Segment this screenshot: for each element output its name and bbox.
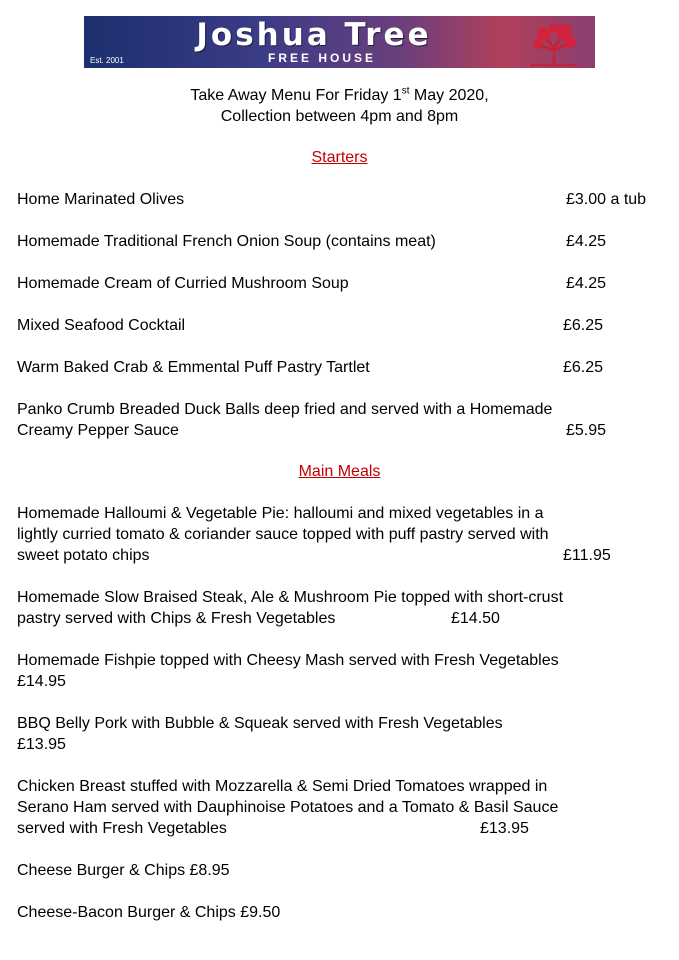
item-desc-line: Homemade Fishpie topped with Cheesy Mash served with Fresh Vegetables	[17, 652, 559, 669]
item-desc-line: BBQ Belly Pork with Bubble & Squeak served with Fresh Vegetables	[17, 715, 503, 732]
item-desc-line: Cheese-Bacon Burger & Chips £9.50	[17, 904, 281, 921]
item-desc-line: pastry served with Chips & Fresh Vegetables	[17, 610, 336, 627]
item-price: £13.95	[480, 820, 529, 837]
starters-title: Starters	[311, 149, 368, 166]
item-price: £5.95	[566, 422, 607, 439]
item-price: £3.00 a tub	[566, 191, 647, 208]
item-name: Mixed Seafood Cocktail	[17, 317, 186, 334]
item-name: Warm Baked Crab & Emmental Puff Pastry Tartlet	[17, 359, 370, 376]
logo-banner	[84, 16, 595, 68]
item-desc-line: Cheese Burger & Chips £8.95	[17, 862, 230, 879]
item-desc-line: Creamy Pepper Sauce	[17, 422, 179, 439]
main-meals-title: Main Meals	[298, 463, 381, 480]
logo-name: Joshua Tree	[196, 17, 432, 53]
item-price: £4.25	[566, 233, 607, 250]
item-desc-line: Homemade Halloumi & Vegetable Pie: halloumi and mixed vegetables in a	[17, 505, 544, 522]
item-desc-line: £13.95	[17, 736, 66, 753]
item-desc-line: sweet potato chips	[17, 547, 150, 564]
item-desc-line: Homemade Slow Braised Steak, Ale & Mushroom Pie topped with short-crust	[17, 589, 564, 606]
item-price: £14.50	[451, 610, 500, 627]
item-name: Homemade Traditional French Onion Soup (contains meat)	[17, 233, 436, 250]
item-desc-line: lightly curried tomato & coriander sauce topped with puff pastry served with	[17, 526, 549, 543]
logo-established: Est. 2001	[90, 56, 124, 65]
joshua-tree-icon	[530, 20, 578, 66]
item-desc-line: Chicken Breast stuffed with Mozzarella & Semi Dried Tomatoes wrapped in	[17, 778, 548, 795]
menu-heading: Take Away Menu For Friday 1st May 2020,	[190, 85, 489, 104]
item-desc-line: Panko Crumb Breaded Duck Balls deep fried and served with a Homemade	[17, 401, 553, 418]
collection-time: Collection between 4pm and 8pm	[220, 108, 459, 125]
item-name: Homemade Cream of Curried Mushroom Soup	[17, 275, 349, 292]
item-price: £11.95	[563, 547, 611, 564]
item-desc-line: Serano Ham served with Dauphinoise Potatoes and a Tomato & Basil Sauce	[17, 799, 559, 816]
item-price: £6.25	[563, 317, 604, 334]
item-desc-line: £14.95	[17, 673, 66, 690]
date-ordinal: st	[401, 85, 410, 97]
item-price: £6.25	[563, 359, 604, 376]
logo-subtitle: FREE HOUSE	[267, 51, 376, 65]
item-price: £4.25	[566, 275, 607, 292]
item-name: Home Marinated Olives	[17, 191, 185, 208]
item-desc-line: served with Fresh Vegetables	[17, 820, 227, 837]
